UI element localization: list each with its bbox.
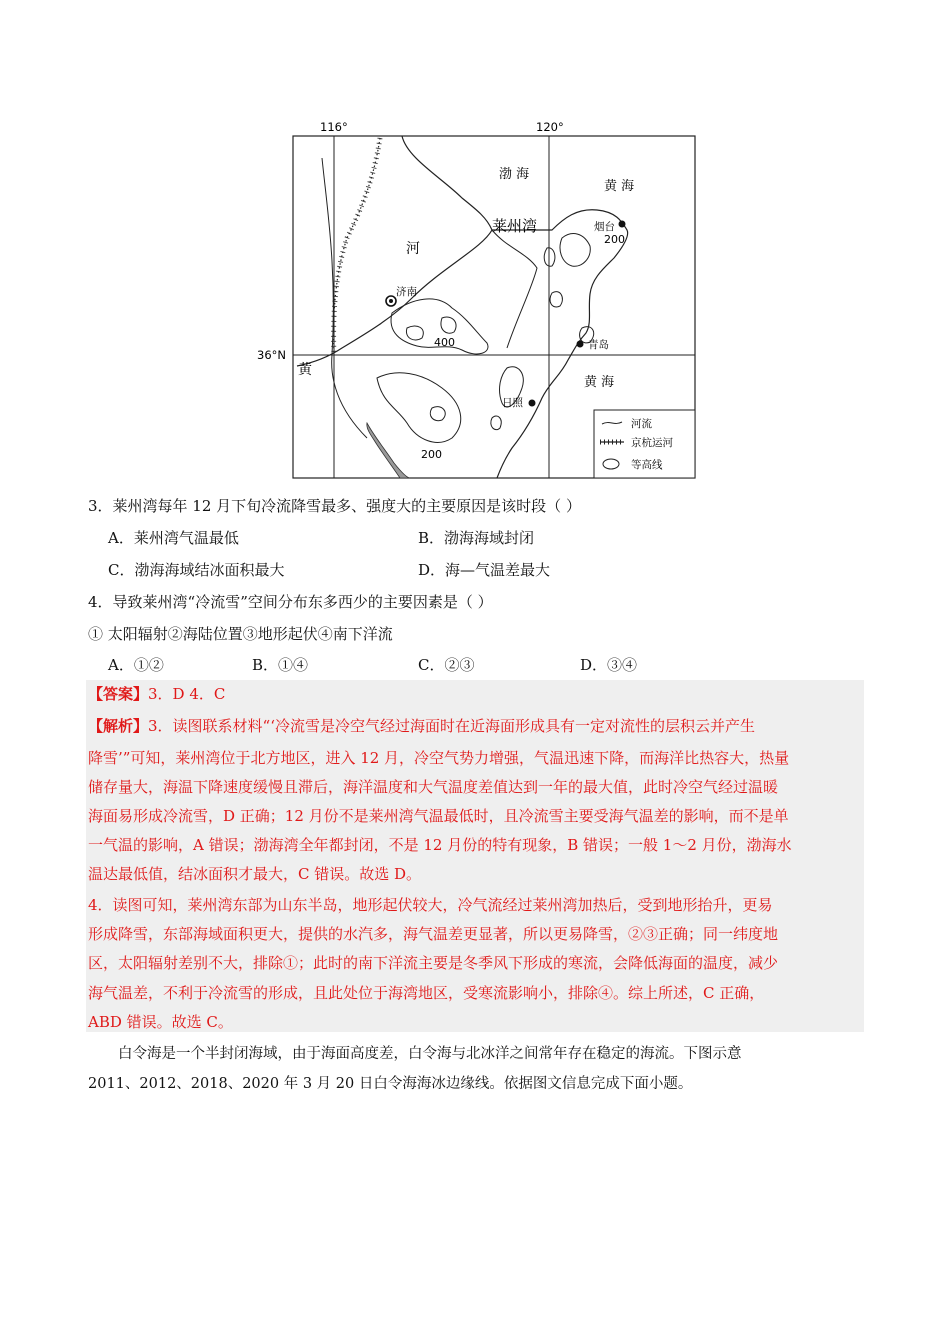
contour-200-ne-label: 200 (604, 233, 625, 246)
yellow-sea-north-label: 黄 海 (604, 179, 635, 194)
question-3-option-c[interactable]: C．渤海海域结冰面积最大 (108, 561, 285, 579)
analysis-line-5: 一气温的影响，A 错误；渤海湾全年都封闭，不是 12 月份的特有现象，B 错误；一般 1～2 月份，渤海水 (88, 836, 792, 854)
bohai-label: 渤 海 (499, 167, 530, 182)
analysis-text-1: 3．读图联系材料“‘冷流雪是冷空气经过海面时在近海面形成具有一定对流性的层积云并产生 (148, 717, 755, 735)
analysis-line-1 (88, 716, 755, 736)
analysis-line-11: ABD 错误。故选 C。 (88, 1013, 233, 1031)
legend-canal-label: 京杭运河 (631, 437, 673, 449)
legend-river-label: 河流 (631, 418, 652, 430)
grand-canal (334, 138, 380, 355)
question-3-stem: 3．莱州湾每年 12 月下旬冷流降雪最多、强度大的主要原因是该时段（ ） (88, 497, 581, 515)
analysis-tag: 【解析】 (88, 717, 149, 735)
contour-200-s-label: 200 (421, 448, 442, 461)
question-3-option-b[interactable]: B．渤海海域封闭 (418, 529, 535, 547)
question-4-option-d[interactable]: D．③④ (580, 656, 638, 674)
question-4-option-b[interactable]: B．①④ (252, 656, 309, 674)
qingdao-label: 青岛 (588, 339, 609, 351)
answer-text: 3．D 4．C (148, 685, 226, 703)
question-3-option-a[interactable]: A．莱州湾气温最低 (108, 529, 239, 547)
river-lower-label: 黄 (298, 362, 312, 378)
lat-36-label: 36°N (257, 348, 286, 362)
analysis-line-8: 形成降雪，东部海域面积更大，提供的水汽多，海气温差更显著，所以更易降雪，②③正确；同一纬度地 (88, 925, 779, 943)
river-upper-label: 河 (406, 241, 420, 257)
map-legend (594, 410, 695, 478)
passage-line-2: 2011、2012、2018、2020 年 3 月 20 日白令海海冰边缘线。依据图文信息完成下面小题。 (88, 1076, 693, 1092)
analysis-line-9: 区，太阳辐射差别不大，排除①；此时的南下洋流主要是冬季风下形成的寒流，会降低海面的温度，减少 (88, 954, 779, 972)
yellow-sea-south-label: 黄 海 (584, 375, 615, 390)
question-3-option-d[interactable]: D．海—气温差最大 (418, 561, 551, 579)
contour-400-label: 400 (434, 336, 455, 349)
left-river (322, 158, 367, 438)
analysis-line-4: 海面易形成冷流雪，D 正确；12 月份不是莱州湾气温最低时，且冷流雪主要受海气温差的影响，而不是单 (88, 807, 789, 825)
yantai-marker (619, 221, 626, 228)
lon-116-label: 116° (320, 120, 348, 134)
passage-line-1: 白令海是一个半封闭海域，由于海面高度差，白令海与北冰洋之间常年存在稳定的海流。下图示意 (118, 1046, 742, 1062)
lake (367, 423, 410, 478)
question-4-option-c[interactable]: C．②③ (418, 656, 475, 674)
analysis-line-10: 海气温差，不利于冷流雪的形成，且此处位于海湾地区，受寒流影响小，排除④。综上所述，C 正确， (88, 984, 765, 1002)
answer-line (88, 684, 225, 704)
laizhou-bay-label: 莱州湾 (492, 217, 538, 235)
lon-120-label: 120° (536, 120, 564, 134)
laizhou-bay-map (257, 118, 696, 480)
rizhao-label: 日照 (502, 397, 523, 409)
qingdao-marker (577, 341, 584, 348)
legend-contour-label: 等高线 (631, 459, 663, 471)
analysis-line-6: 温达最低值，结冰面积才最大，C 错误。故选 D。 (88, 865, 422, 883)
rizhao-marker (529, 400, 536, 407)
question-4-option-a[interactable]: A．①② (108, 656, 164, 674)
analysis-line-7: 4．读图可知，莱州湾东部为山东半岛，地形起伏较大，冷气流经过莱州湾加热后，受到地形抬升，更易 (88, 896, 773, 914)
yantai-label: 烟台 (594, 221, 615, 233)
question-4-factors: ① 太阳辐射②海陆位置③地形起伏④南下洋流 (88, 625, 393, 643)
contours (377, 234, 594, 443)
laizhou-bay-shore (492, 230, 537, 348)
jinan-label: 济南 (396, 286, 417, 298)
analysis-line-3: 储存量大，海温下降速度缓慢且滞后，海洋温度和大气温度差值达到一年的最大值，此时冷空气经过温暖 (88, 778, 779, 796)
question-4-stem: 4．导致莱州湾“冷流雪”空间分布东多西少的主要因素是（ ） (88, 593, 493, 611)
answer-tag: 【答案】 (88, 685, 149, 703)
analysis-line-2: 降雪’”可知，莱州湾位于北方地区，进入 12 月，冷空气势力增强，气温迅速下降，而海洋比热容大，热量 (88, 749, 790, 767)
